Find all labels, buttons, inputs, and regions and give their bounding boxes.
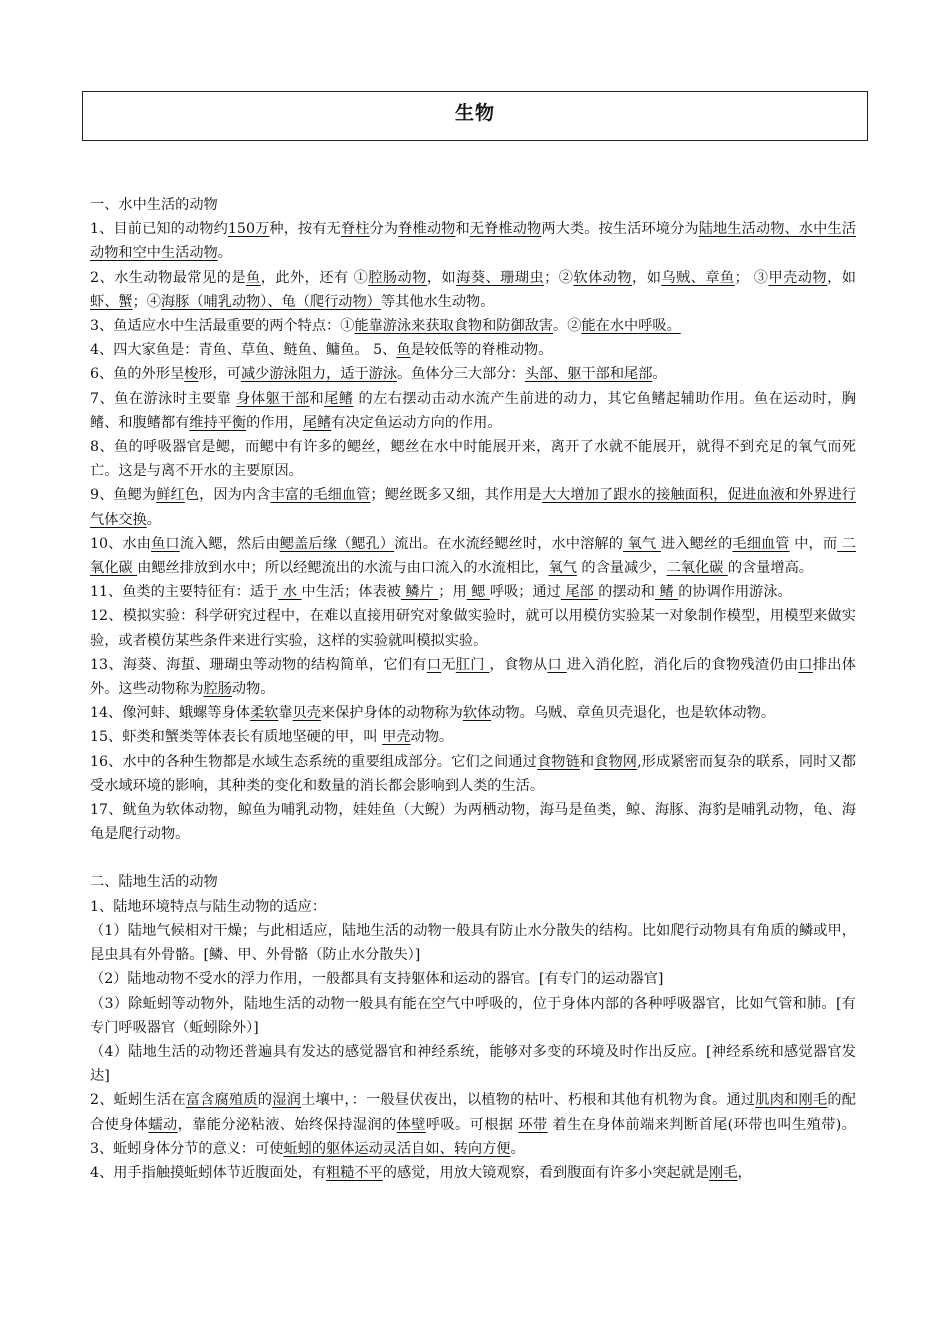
- underlined-answer: 甲壳动物: [768, 269, 828, 286]
- text-run: 7、鱼在游泳时主要靠: [90, 390, 237, 407]
- paragraph: [90, 725, 856, 749]
- text-run: 的配合使身体: [90, 1092, 856, 1133]
- text-run: 14、像河蚌、蛾螺等身体: [90, 705, 250, 722]
- text-run: 动物。: [231, 681, 275, 698]
- text-run: 的感觉，用放大镜观察，看到腹面有许多小突起就是: [382, 1164, 710, 1181]
- underlined-answer: 陆地生活动物、水中生活动物和空中生活动物: [90, 221, 856, 262]
- underlined-answer: 富含腐殖质: [185, 1092, 258, 1109]
- underlined-answer: 腔肠动物: [368, 269, 427, 286]
- underlined-answer: 食物网: [594, 753, 638, 770]
- document-body: [90, 193, 856, 1185]
- title-box: [82, 91, 868, 141]
- text-run: 的摆动和: [598, 584, 655, 601]
- text-run: （2）陆地动物不受水的浮力作用，一般都具有支持躯体和运动的器官。[有专门的运动器官]: [90, 971, 664, 988]
- underlined-answer: 海豚（哺乳动物）、龟（爬行动物）: [160, 293, 381, 310]
- underlined-answer: 海葵、珊瑚虫: [456, 269, 545, 286]
- paragraph: [90, 266, 856, 314]
- text-run: 进入消化腔，消化后的食物残渣仍由: [566, 656, 799, 673]
- underlined-answer: 脊椎动物: [398, 221, 456, 238]
- text-run: 8、鱼的呼吸器官是鳃，而鳃中有许多的鳃丝，鳃丝在水中时能展开来，离开了水就不能展开，就得不到充足的氧气而死亡。这是与离不开水的主要原因。: [90, 439, 856, 480]
- underlined-answer: 口: [426, 656, 442, 673]
- text-run: 2、水生动物最常见的是: [90, 269, 247, 286]
- underlined-answer: 头部、躯干部和尾部: [524, 366, 653, 383]
- underlined-answer: 虾、蟹: [90, 293, 133, 310]
- paragraph: [90, 992, 856, 1040]
- underlined-answer: 软体动物: [573, 269, 633, 286]
- text-run: 1、目前已知的动物约: [90, 221, 228, 238]
- section-heading: 一、水中生活的动物: [90, 197, 218, 213]
- text-run: ，此外，还有 ①: [260, 269, 369, 286]
- text-run: 是较低等的脊椎动物。: [410, 342, 553, 359]
- text-run: 无: [441, 656, 456, 673]
- underlined-answer: 能靠游泳来获取食物和防御敌害: [354, 318, 554, 335]
- text-run: 动物。乌贼、章鱼贝壳退化，也是软体动物。: [491, 705, 775, 722]
- underlined-answer: 150万: [227, 221, 270, 238]
- text-run: 着生在身体前端来判断首尾(环带也叫生殖带)。 3、蚯蚓身体分节的意义：可使: [90, 1116, 856, 1157]
- underlined-answer: 身体躯干部: [236, 390, 310, 407]
- text-run: ；②: [544, 269, 574, 286]
- paragraph: [90, 314, 856, 338]
- underlined-answer: 维持平衡: [189, 414, 247, 431]
- text-run: 进入鳃丝的: [660, 535, 733, 552]
- text-run: ，如: [827, 269, 856, 286]
- underlined-answer: 二氧化碳: [666, 560, 728, 577]
- text-run: 土壤中，：一般昼伏夜出，以植物的枯叶、朽根和其他有机物为食。通过: [301, 1092, 756, 1109]
- text-run: 靠: [278, 705, 293, 722]
- text-run: 和: [579, 753, 595, 770]
- underlined-answer: 尾鳍: [324, 390, 354, 407]
- underlined-answer: 减少游泳阻力，适于游泳: [240, 366, 398, 383]
- text-run: 1、陆地环境特点与陆生动物的适应：: [90, 898, 327, 915]
- underlined-answer: 鳞片: [400, 584, 439, 601]
- underlined-answer: 尾部: [560, 584, 599, 601]
- underlined-answer: 尾鳍: [302, 414, 332, 431]
- paragraph: [90, 483, 856, 531]
- text-run: 排出体外。这些动物称为: [90, 656, 856, 698]
- section-gap: [90, 846, 856, 870]
- text-run: 2、蚯蚓生活在: [90, 1092, 186, 1109]
- paragraph: [90, 1040, 856, 1088]
- text-run: 16、水中的各种生物都是水域生态系统的重要组成部分。它们之间通过: [90, 753, 537, 770]
- text-run: 10、水由: [90, 535, 152, 552]
- underlined-answer: 鳃: [466, 584, 490, 601]
- paragraph: [90, 1161, 856, 1185]
- text-run: 。: [652, 366, 667, 383]
- text-run: 6、鱼的外形呈: [90, 366, 185, 383]
- text-run: 4、用手指触摸蚯蚓体节近腹面处，有: [90, 1164, 327, 1181]
- underlined-answer: 水: [278, 584, 302, 601]
- text-run: 。②: [553, 318, 582, 335]
- underlined-answer: 鱼口: [151, 535, 180, 552]
- text-run: 呼吸；通过: [489, 584, 561, 601]
- paragraph: [90, 967, 856, 991]
- text-run: 流出。在水流经鳃丝时，水中溶解的: [394, 535, 624, 552]
- paragraph: [90, 217, 856, 265]
- text-run: 分为: [369, 221, 399, 238]
- text-run: 等其他水生动物。: [380, 293, 495, 310]
- underlined-answer: 脊柱: [340, 221, 370, 238]
- text-run: 的含量增高。: [727, 560, 813, 577]
- underlined-answer: 大大增加了跟水的接触面积，促进血液和外界进行气体交换: [90, 487, 856, 528]
- text-run: 和: [455, 221, 470, 238]
- text-run: 15、虾类和蟹类等体表长有质地坚硬的甲，叫: [90, 729, 383, 746]
- underlined-answer: 丰富的毛细血管: [270, 487, 371, 504]
- underlined-answer: 口: [547, 656, 567, 673]
- text-run: 有决定鱼运动方向的作用。: [331, 414, 502, 431]
- underlined-answer: 鲜红: [156, 487, 185, 504]
- underlined-answer: 湿润: [272, 1092, 302, 1109]
- text-run: ；④: [132, 293, 161, 310]
- text-run: 。鱼体分三大部分：: [397, 366, 525, 383]
- text-run: 13、海葵、海蜇、珊瑚虫等动物的结构简单，它们有: [90, 656, 427, 673]
- text-run: 的: [257, 1092, 273, 1109]
- underlined-answer: 鳍: [655, 584, 679, 601]
- text-run: ；用: [438, 584, 467, 601]
- text-run: （3）除蚯蚓等动物外，陆地生活的动物一般具有能在空气中呼吸的，位于身体内部的各种呼吸器官，比如气管和肺。[有专门呼吸器官（蚯蚓除外）]: [90, 995, 856, 1036]
- underlined-answer: 软体: [462, 705, 492, 722]
- paragraph: [90, 387, 856, 435]
- paragraph: [90, 653, 856, 701]
- underlined-answer: 粗糙不平: [326, 1164, 383, 1181]
- paragraph: [90, 338, 856, 362]
- text-run: 17、鱿鱼为软体动物，鲸鱼为哺乳动物，娃娃鱼（大鲵）为两栖动物，海马是鱼类，鲸、海豚、海豹是哺乳动物，龟、海龟是爬行动物。: [90, 802, 856, 843]
- text-run: 流入鳃，然后由: [179, 535, 280, 552]
- text-run: 。: [510, 1140, 525, 1157]
- text-run: 来保护身体的动物称为: [320, 705, 463, 722]
- paragraph: [90, 532, 856, 580]
- paragraph: [90, 895, 856, 919]
- underlined-answer: 刚毛: [709, 1164, 738, 1181]
- underlined-answer: 体壁: [396, 1116, 426, 1133]
- underlined-answer: 无脊椎动物: [469, 221, 542, 238]
- paragraph: [90, 1088, 856, 1161]
- underlined-answer: 柔软: [249, 705, 279, 722]
- underlined-answer: 环带: [518, 1116, 548, 1133]
- text-run: ；鳃丝既多又细，其作用是: [370, 487, 542, 504]
- text-run: 色，因为内含: [184, 487, 271, 504]
- text-run: 。: [217, 245, 232, 262]
- underlined-answer: 腔肠: [203, 681, 232, 698]
- underlined-answer: 食物链: [536, 753, 580, 770]
- underlined-answer: 毛细血管: [732, 535, 790, 552]
- paragraph: [90, 798, 856, 846]
- text-run: 9、鱼鳃为: [90, 487, 157, 504]
- text-run: ，靠能分泌粘液、始终保持湿润的: [177, 1116, 397, 1133]
- underlined-answer: 二氧化碳: [90, 535, 856, 577]
- text-run: 形，可: [198, 366, 241, 383]
- underlined-answer: 乌贼、章鱼: [661, 269, 735, 286]
- text-run: ，: [737, 1164, 752, 1181]
- underlined-answer: 梭: [184, 366, 199, 383]
- text-run: 由鳃丝排放到水中；所以经鳃流出的水流与由口流入的水流相比，: [137, 560, 549, 577]
- text-run: 的协调作用游泳。: [678, 584, 792, 601]
- text-run: 3、鱼适应水中生活最重要的两个特点：①: [90, 318, 355, 335]
- underlined-answer: 贝壳: [292, 705, 321, 722]
- underlined-answer: 蚯蚓的躯体运动灵活自如、转向方便: [283, 1140, 511, 1157]
- paragraph: [90, 435, 856, 483]
- text-run: ； ③: [734, 269, 769, 286]
- text-run: 4、四大家鱼是：青鱼、草鱼、鲢鱼、鳙鱼。 5、: [90, 342, 397, 359]
- text-run: 12、模拟实验：科学研究过程中，在难以直接用研究对象做实验时，就可以用模仿实验某一对象制作模型，用模型来做实验，或者模仿某些条件来进行实验，这样的实验就叫模拟实验。: [90, 608, 856, 649]
- underlined-answer: 能在水中呼吸。: [581, 318, 681, 335]
- text-run: 的含量减少，: [576, 560, 667, 577]
- text-run: 的作用，: [246, 414, 303, 431]
- underlined-answer: 甲壳: [382, 729, 411, 746]
- text-run: 的左右摆动击动水流产生前进的动力，其它鱼鳍起辅助作用。鱼在运动时，胸鳍、和腹鳍都有: [90, 390, 856, 431]
- underlined-answer: 氧气: [548, 560, 577, 577]
- underlined-answer: 氧气: [623, 535, 661, 552]
- text-run: 种，按有无: [269, 221, 341, 238]
- text-run: ，如: [632, 269, 662, 286]
- text-run: ，如: [426, 269, 457, 286]
- underlined-answer: 肌肉和刚毛: [755, 1092, 828, 1109]
- text-run: （1）陆地气候相对干燥；与此相适应，陆地生活的动物一般具有防止水分散失的结构。比如爬行动物具有角质的鳞或甲，昆虫具有外骨骼。[鳞、甲、外骨骼（防止水分散失）]: [90, 922, 856, 964]
- underlined-answer: 鱼: [396, 342, 411, 359]
- underlined-answer: 鱼: [246, 269, 261, 286]
- underlined-answer: 口: [798, 656, 813, 673]
- text-run: 中生活；体表被: [301, 584, 401, 601]
- text-run: 。: [146, 511, 161, 528]
- paragraph: [90, 919, 856, 967]
- underlined-answer: 肛门: [455, 656, 490, 673]
- paragraph: [90, 604, 856, 652]
- paragraph: [90, 362, 856, 386]
- text-run: 中，而: [789, 535, 838, 552]
- text-run: 动物。: [410, 729, 454, 746]
- text-run: 呼吸。可根据: [425, 1116, 519, 1133]
- text-run: 11、鱼类的主要特征有：适于: [90, 584, 279, 601]
- paragraph: [90, 750, 856, 798]
- text-run: ，食物从: [489, 656, 548, 673]
- text-run: ,形成紧密而复杂的联系，同时又都受水域环境的影响，其种类的变化和数量的消长都会影响到人类的生活。: [90, 753, 856, 794]
- paragraph: [90, 580, 856, 604]
- paragraph: [90, 701, 856, 725]
- section-heading: 二、陆地生活的动物: [90, 874, 218, 891]
- underlined-answer: 鳃盖后缘（鳃孔）: [279, 535, 395, 552]
- text-run: （4）陆地生活的动物还普遍具有发达的感觉器官和神经系统，能够对多变的环境及时作出反应。[神经系统和感觉器官发达]: [90, 1043, 856, 1085]
- page-title: 生物: [454, 102, 495, 124]
- underlined-answer: 蠕动: [148, 1116, 178, 1133]
- text-run: 两大类。按生活环境分为: [541, 221, 699, 238]
- text-run: 和: [309, 390, 325, 407]
